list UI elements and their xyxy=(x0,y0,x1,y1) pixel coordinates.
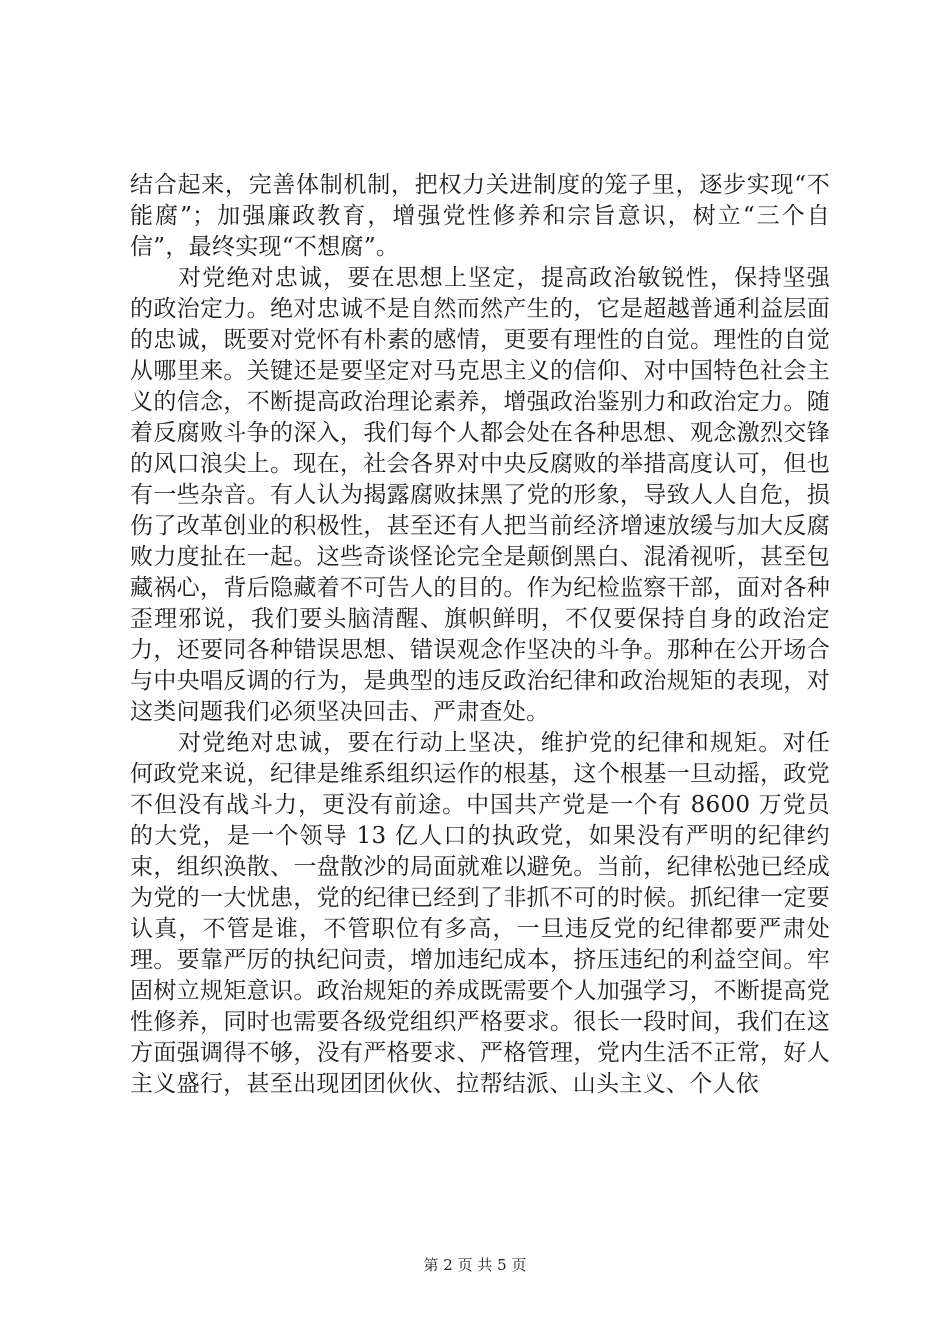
paragraph-discipline-rules: 对党绝对忠诚，要在行动上坚决，维护党的纪律和规矩。对任何政党来说，纪律是维系组织运作的根基，这个根基一旦动摇，政党不但没有战斗力，更没有前途。中国共产党是一个有 8600 万党员的大党，是一个领导 13 亿人口的执政党，如果没有严明的纪律约束，组织涣散、一盘散沙的局面就难以避免。当前，纪律松弛已经成为党的一大忧患，党的纪律已经到了非抓不可的时候。抓纪律一定要认真，不管是谁，不管职位有多高，一旦违反党的纪律都要严肃处理。要靠严厉的执纪问责，增加违纪成本，挤压违纪的利益空间。牢固树立规矩意识。政治规矩的养成既需要个人加强学习，不断提高党性修养，同时也需要各级党组织严格要求。很长一段时间，我们在这方面强调得不够，没有严格要求、严格管理，党内生活不正常，好人主义盛行，甚至出现团团伙伙、拉帮结派、山头主义、个人依 xyxy=(130,730,830,1097)
body-text xyxy=(130,170,830,1100)
page-number-footer: 第 2 页 共 5 页 xyxy=(423,1256,527,1274)
paragraph-continuation: 结合起来，完善体制机制，把权力关进制度的笼子里，逐步实现“不能腐”；加强廉政教育，增强党性修养和宗旨意识，树立“三个自信”，最终实现“不想腐”。 xyxy=(130,172,830,260)
paragraph-ideological-firmness: 对党绝对忠诚，要在思想上坚定，提高政治敏锐性，保持坚强的政治定力。绝对忠诚不是自然而然产生的，它是超越普通利益层面的忠诚，既要对党怀有朴素的感情，更要有理性的自觉。理性的自觉从哪里来。关键还是要坚定对马克思主义的信仰、对中国特色社会主义的信念，不断提高政治理论素养，增强政治鉴别力和政治定力。随着反腐败斗争的深入，我们每个人都会处在各种思想、观念激烈交锋的风口浪尖上。现在，社会各界对中央反腐败的举措高度认可，但也有一些杂音。有人认为揭露腐败抹黑了党的形象，导致人人自危，损伤了改革创业的积极性，甚至还有人把当前经济增速放缓与加大反腐败力度扯在一起。这些奇谈怪论完全是颠倒黑白、混淆视听，甚至包藏祸心，背后隐藏着不可告人的目的。作为纪检监察干部，面对各种歪理邪说，我们要头脑清醒、旗帜鲜明，不仅要保持自身的政治定力，还要同各种错误思想、错误观念作坚决的斗争。那种在公开场合与中央唱反调的行为，是典型的违反政治纪律和政治规矩的表现，对这类问题我们必须坚决回击、严肃查处。 xyxy=(130,265,830,725)
